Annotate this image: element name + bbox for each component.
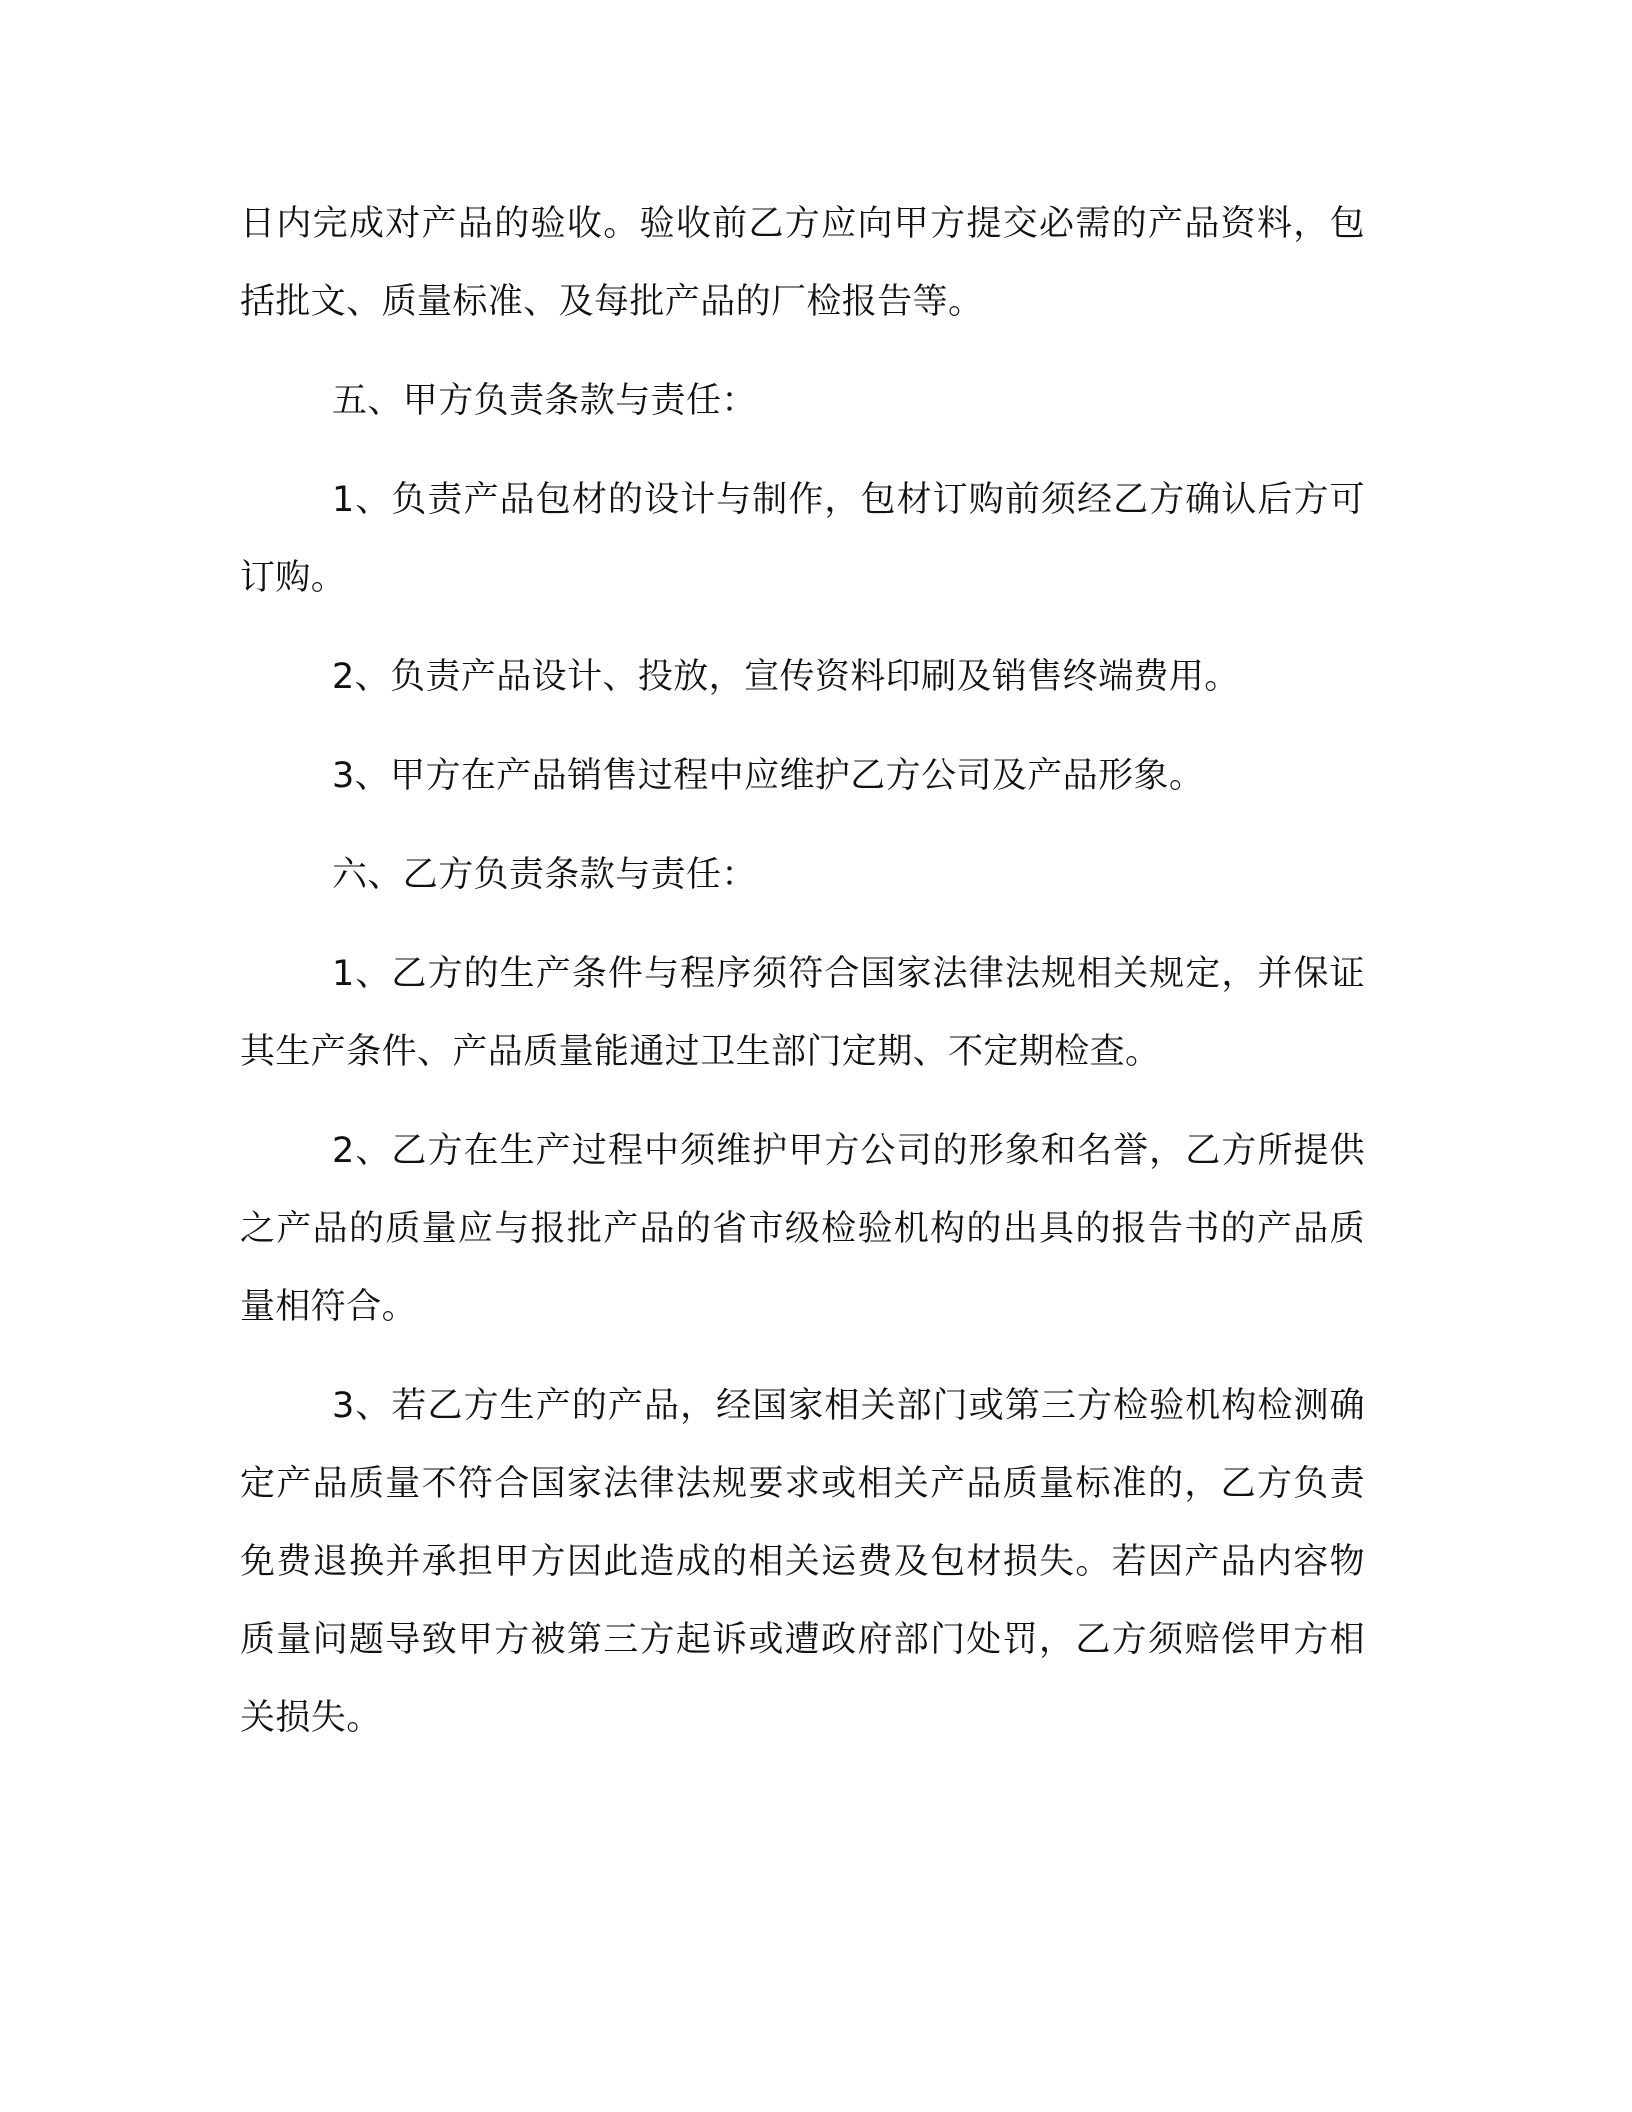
clause-5-1: 1、负责产品包材的设计与制作，包材订购前须经乙方确认后方可订购。: [240, 480, 1365, 598]
clause-6-2: 2、乙方在生产过程中须维护甲方公司的形象和名誉，乙方所提供之产品的质量应与报批产品的省市级检验机构的出具的报告书的产品质量相符合。: [240, 1131, 1365, 1327]
clause-6-3: 3、若乙方生产的产品，经国家相关部门或第三方检验机构检测确定产品质量不符合国家法律法规要求或相关产品质量标准的，乙方负责免费退换并承担甲方因此造成的相关运费及包材损失。若因产品内容物质量问题导致甲方被第三方起诉或遭政府部门处罚，乙方须赔偿甲方相关损失。: [240, 1386, 1365, 1738]
section-heading-6: 六、乙方负责条款与责任：: [332, 855, 757, 895]
clause-6-1: 1、乙方的生产条件与程序须符合国家法律法规相关规定，并保证其生产条件、产品质量能通过卫生部门定期、不定期检查。: [240, 954, 1365, 1072]
clause-5-2: 2、负责产品设计、投放，宣传资料印刷及销售终端费用。: [332, 657, 1240, 697]
document-body: [240, 185, 1365, 1778]
paragraph-continuation: 日内完成对产品的验收。验收前乙方应向甲方提交必需的产品资料，包括批文、质量标准、及每批产品的厂检报告等。: [240, 204, 1365, 322]
section-heading-5: 五、甲方负责条款与责任：: [332, 381, 757, 421]
clause-5-3: 3、甲方在产品销售过程中应维护乙方公司及产品形象。: [332, 756, 1205, 796]
